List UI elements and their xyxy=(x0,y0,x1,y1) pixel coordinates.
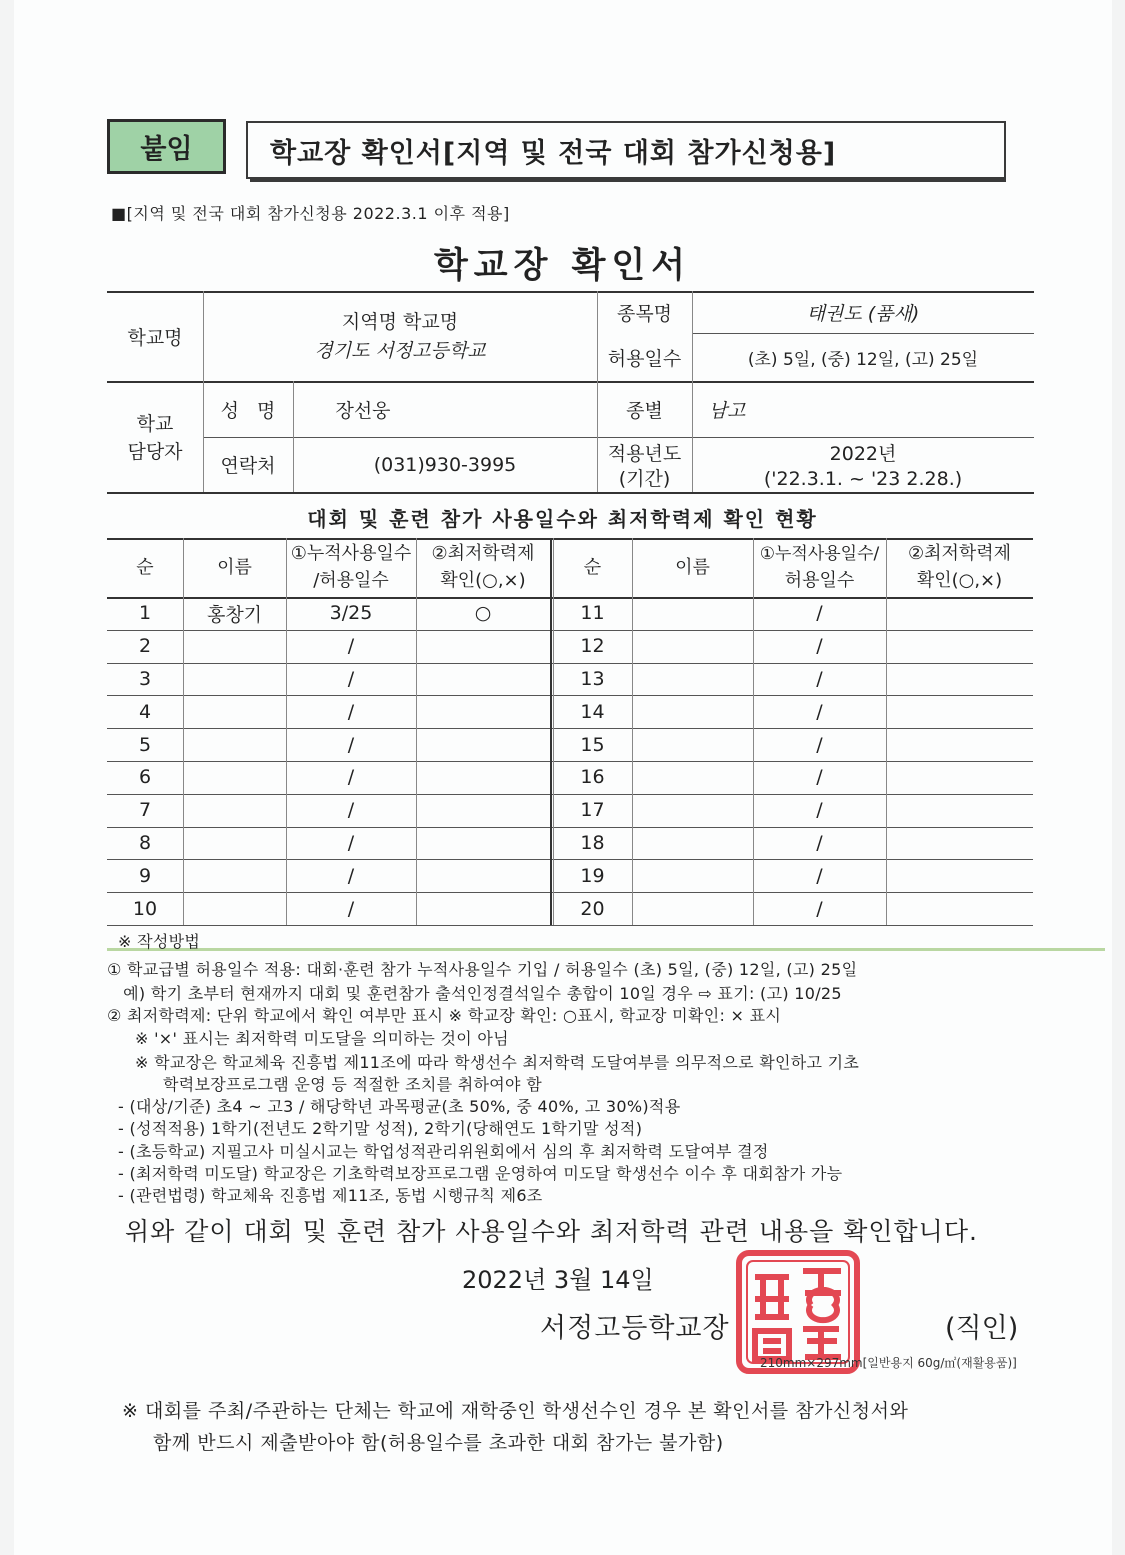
note-line: ② 최저학력제: 단위 학교에서 확인 여부만 표시 ※ 학교장 확인: ○표시, 학교장 미확인: × 표시 xyxy=(107,1006,782,1025)
roster-cell-l-name: 홍창기 xyxy=(206,603,263,626)
section-title: 대회 및 훈련 참가 사용일수와 최저학력제 확인 현황 xyxy=(307,507,818,531)
roster-cell-r-no: 17 xyxy=(580,799,605,822)
roster-cell-l-days: / xyxy=(347,766,355,789)
roster-cell-r-name xyxy=(632,663,753,696)
roster-cell-r-days: / xyxy=(816,700,823,723)
roster-cell-r-name xyxy=(632,859,753,892)
roster-cell-l-no: 3 xyxy=(138,667,152,690)
roster-cell-r-days: / xyxy=(816,864,823,887)
roster-cell-l-check xyxy=(416,892,550,925)
roster-cell-l-days: / xyxy=(347,733,355,756)
event-value: 태권도 (품새) xyxy=(806,302,920,325)
allowed-days-value: (초) 5일, (중) 12일, (고) 25일 xyxy=(747,349,979,370)
roster-cell-l-days: / xyxy=(347,799,355,822)
roster-cell-l-name xyxy=(183,794,286,827)
roster-cell-r-check xyxy=(886,892,1033,925)
roster-cell-l-name xyxy=(183,695,286,728)
roster-cell-r-days: / xyxy=(816,897,823,920)
footer-note-1: ※ 대회를 주최/주관하는 단체는 학교에 재학중인 학생선수인 경우 본 확인서를 참가신청서와 xyxy=(122,1400,909,1422)
roster-cell-r-name xyxy=(632,728,753,761)
event-label: 종목명 xyxy=(616,302,673,325)
gender-value: 남고 xyxy=(708,399,746,422)
roster-cell-l-days: / xyxy=(347,864,355,887)
roster-cell-l-days: / xyxy=(347,700,355,723)
roster-cell-r-no: 19 xyxy=(580,864,605,887)
paper-size-note: 210mm×297mm[일반용지 60g/㎡(재활용품)] xyxy=(760,1356,1017,1370)
note-line: - (초등학교) 지필고사 미실시교는 학업성적관리위원회에서 심의 후 최저학력 도달여부 결정 xyxy=(118,1142,769,1161)
roster-cell-l-check xyxy=(416,695,550,728)
roster-cell-l-days: 3/25 xyxy=(329,602,373,625)
roster-cell-r-name xyxy=(632,794,753,827)
note-line: - (성적적용) 1학기(전년도 2학기말 성적), 2학기(당해연도 1학기말 성적) xyxy=(118,1119,643,1138)
contact-value: (031)930-3995 xyxy=(373,453,517,476)
col-header-days-left-1: ①누적사용일수 xyxy=(290,543,412,564)
manager-label-1: 학교 xyxy=(136,412,174,435)
col-header-check-left-1: ②최저학력제 xyxy=(431,543,535,564)
scan-artifact-line xyxy=(107,948,1105,951)
roster-cell-l-days: / xyxy=(347,831,355,854)
roster-cell-l-no: 10 xyxy=(132,897,158,920)
roster-cell-r-no: 11 xyxy=(580,602,605,625)
roster-cell-r-check xyxy=(886,859,1033,892)
year-value-1: 2022년 xyxy=(829,443,897,465)
roster-cell-r-check xyxy=(886,597,1033,630)
col-header-days-right-2: 허용일수 xyxy=(784,570,855,591)
roster-cell-r-name xyxy=(632,761,753,794)
roster-cell-l-no: 1 xyxy=(138,602,152,625)
note-line: 예) 학기 초부터 현재까지 대회 및 훈련참가 출석인정결석일수 총합이 10일 경우 ⇨ 표기: (고) 10/25 xyxy=(107,984,842,1003)
notes-heading: ※ 작성방법 xyxy=(118,932,201,951)
roster-cell-l-days: / xyxy=(347,897,355,920)
roster-cell-l-check xyxy=(416,728,550,761)
roster-cell-l-check xyxy=(416,663,550,696)
roster-cell-l-no: 9 xyxy=(138,864,152,887)
col-header-check-left-2: 확인(○,×) xyxy=(440,570,526,591)
roster-cell-r-no: 18 xyxy=(580,831,605,854)
allowed-days-label: 허용일수 xyxy=(607,347,682,370)
principal-signature: 서정고등학교장 xyxy=(540,1313,730,1344)
roster-cell-l-name xyxy=(183,630,286,663)
col-header-check-right-1: ②최저학력제 xyxy=(907,543,1012,564)
col-header-no-left: 순 xyxy=(136,556,154,578)
roster-cell-l-no: 8 xyxy=(138,831,152,854)
roster-cell-r-days: / xyxy=(816,799,823,822)
roster-cell-l-name xyxy=(183,728,286,761)
note-line: ※ '×' 표시는 최저학력 미도달을 의미하는 것이 아님 xyxy=(135,1029,509,1048)
col-header-no-right: 순 xyxy=(583,556,602,578)
roster-cell-l-name xyxy=(183,892,286,925)
roster-cell-r-check xyxy=(886,827,1033,860)
note-line: - (관련법령) 학교체육 진흥법 제11조, 동법 시행규칙 제6조 xyxy=(118,1186,543,1205)
roster-cell-r-check xyxy=(886,695,1033,728)
name-label: 성 명 xyxy=(220,399,276,422)
roster-cell-l-check: ○ xyxy=(474,602,492,625)
roster-cell-l-check xyxy=(416,630,550,663)
roster-cell-r-no: 15 xyxy=(580,733,605,756)
document-title: 학교장 확인서 xyxy=(433,246,692,286)
year-label-1: 적용년도 xyxy=(607,443,682,465)
roster-cell-l-check xyxy=(416,827,550,860)
roster-cell-r-name xyxy=(632,630,753,663)
roster-cell-r-no: 12 xyxy=(580,635,605,658)
form-title-box: 학교장 확인서[지역 및 전국 대회 참가신청용] xyxy=(246,121,1006,179)
roster-cell-r-no: 13 xyxy=(580,667,605,690)
note-line: ① 학교급별 허용일수 적용: 대회·훈련 참가 누적사용일수 기입 / 허용일수 (초) 5일, (중) 12일, (고) 25일 xyxy=(107,960,858,979)
roster-cell-r-no: 20 xyxy=(580,897,605,920)
roster-cell-r-name xyxy=(632,892,753,925)
school-label: 학교명 xyxy=(127,326,183,349)
roster-cell-l-no: 5 xyxy=(138,733,152,756)
contact-label: 연락처 xyxy=(220,455,276,477)
roster-cell-r-days: / xyxy=(816,635,823,658)
manager-name-value: 장선웅 xyxy=(335,399,391,422)
footer-note-2: 함께 반드시 제출받아야 함(허용일수를 초과한 대회 참가는 불가함) xyxy=(153,1432,724,1454)
roster-cell-l-no: 4 xyxy=(138,700,152,723)
attachment-badge: 붙임 xyxy=(107,119,226,174)
note-line: - (최저학력 미도달) 학교장은 기초학력보장프로그램 운영하여 미도달 학생선수 이수 후 대회참가 가능 xyxy=(118,1164,843,1183)
col-header-name-right: 이름 xyxy=(675,556,710,578)
roster-cell-l-no: 7 xyxy=(138,799,152,822)
col-header-name-left: 이름 xyxy=(217,556,252,578)
roster-cell-r-no: 16 xyxy=(580,766,605,789)
roster-cell-r-days: / xyxy=(816,667,823,690)
note-line: ※ 학교장은 학교체육 진흥법 제11조에 따라 학생선수 최저학력 도달여부를 의무적으로 확인하고 기초 xyxy=(135,1053,860,1072)
roster-cell-r-name xyxy=(632,597,753,630)
roster-cell-r-check xyxy=(886,728,1033,761)
roster-cell-l-check xyxy=(416,794,550,827)
roster-cell-l-check xyxy=(416,761,550,794)
roster-cell-r-no: 14 xyxy=(580,700,605,723)
col-header-check-right-2: 확인(○,×) xyxy=(916,570,1003,591)
roster-cell-r-check xyxy=(886,663,1033,696)
roster-cell-r-check xyxy=(886,630,1033,663)
year-value-2: ('22.3.1. ~ '23 2.28.) xyxy=(763,467,963,490)
issue-date: 2022년 3월 14일 xyxy=(462,1266,654,1294)
roster-cell-l-no: 2 xyxy=(138,635,152,658)
note-line: 학력보장프로그램 운영 등 적절한 조치를 취하여야 함 xyxy=(163,1075,542,1094)
roster-cell-l-check xyxy=(416,859,550,892)
form-subheading: ■[지역 및 전국 대회 참가신청용 2022.3.1 이후 적용] xyxy=(111,204,510,223)
roster-cell-r-days: / xyxy=(816,733,823,756)
roster-cell-l-name xyxy=(183,761,286,794)
roster-cell-r-check xyxy=(886,761,1033,794)
roster-cell-l-name xyxy=(183,827,286,860)
roster-cell-r-days: / xyxy=(816,766,823,789)
roster-cell-l-days: / xyxy=(347,667,355,690)
seal-label: (직인) xyxy=(945,1313,1019,1344)
roster-cell-l-name xyxy=(183,859,286,892)
roster-cell-r-days: / xyxy=(816,602,823,625)
manager-label-2: 담당자 xyxy=(127,440,183,463)
roster-cell-r-days: / xyxy=(816,831,823,854)
school-sub-label: 지역명 학교명 xyxy=(341,310,459,333)
note-line: - (대상/기준) 초4 ~ 고3 / 해당학년 과목평균(초 50%, 중 40%, 고 30%)적용 xyxy=(118,1097,681,1116)
roster-cell-l-name xyxy=(183,663,286,696)
school-value: 경기도 서정고등학교 xyxy=(314,339,486,362)
confirmation-statement: 위와 같이 대회 및 훈련 참가 사용일수와 최저학력 관련 내용을 확인합니다. xyxy=(125,1217,978,1246)
roster-cell-r-check xyxy=(886,794,1033,827)
year-label-2: (기간) xyxy=(618,468,671,490)
roster-cell-r-name xyxy=(632,827,753,860)
roster-cell-l-no: 6 xyxy=(138,766,152,789)
col-header-days-left-2: /허용일수 xyxy=(313,570,389,591)
roster-cell-r-name xyxy=(632,695,753,728)
gender-label: 종별 xyxy=(626,399,663,422)
col-header-days-right-1: ①누적사용일수/ xyxy=(759,544,880,564)
roster-cell-l-days: / xyxy=(347,635,355,658)
